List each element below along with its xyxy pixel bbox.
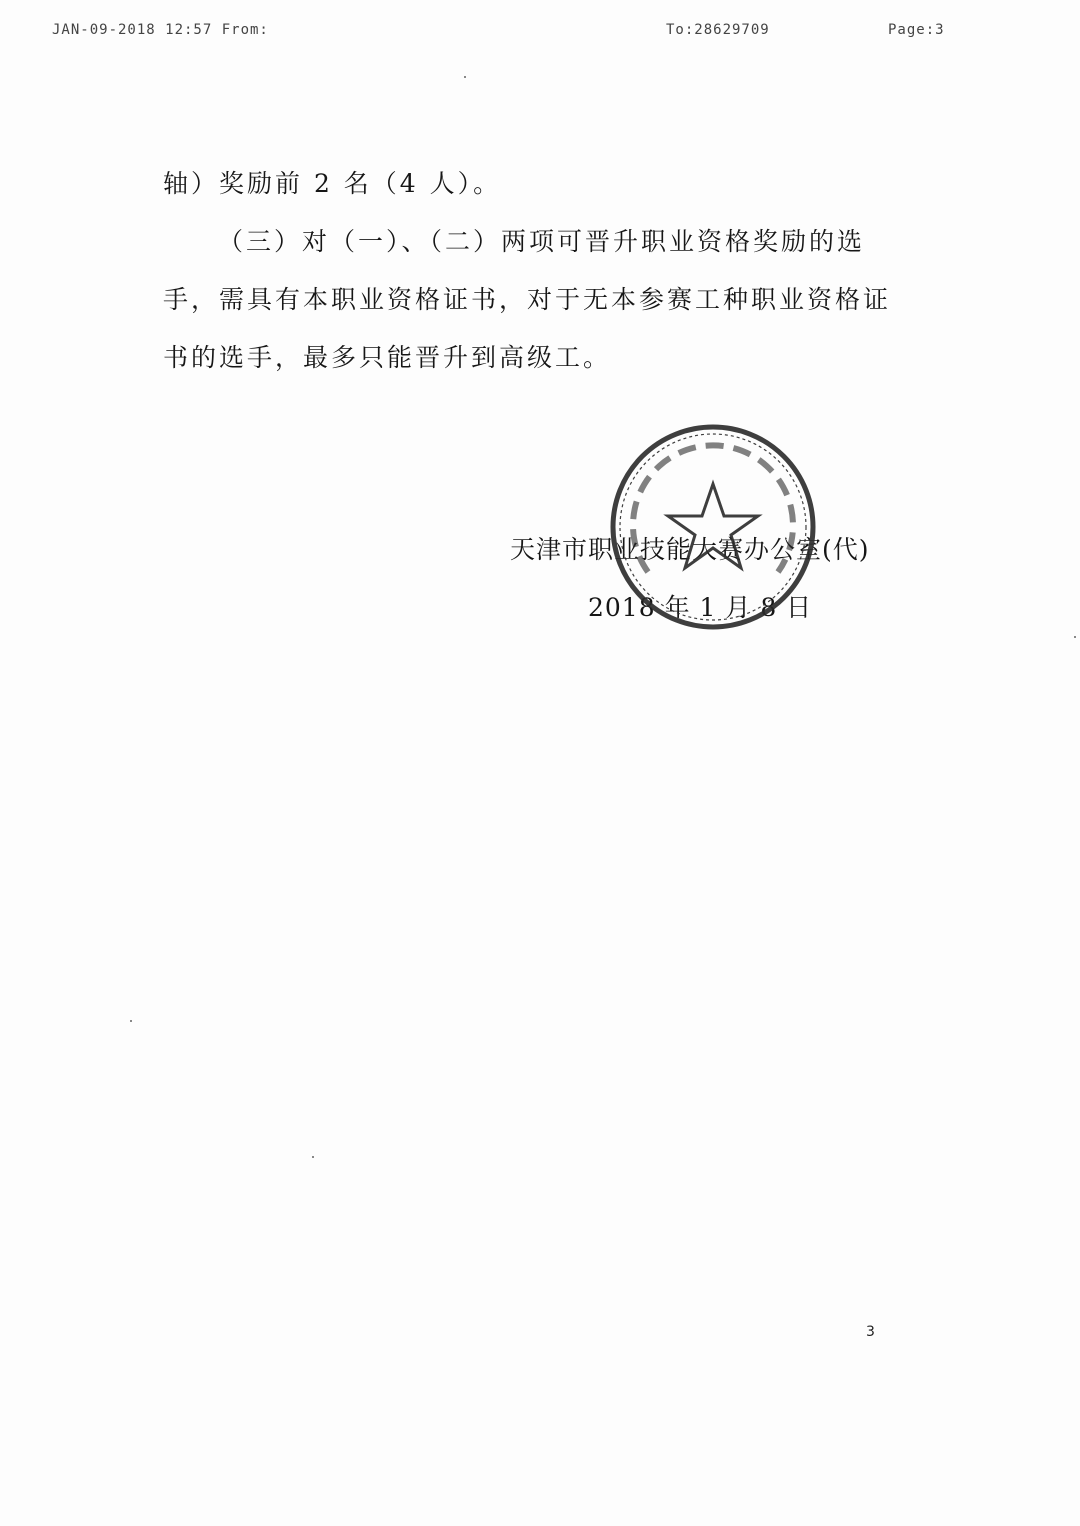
scan-speck (1074, 636, 1076, 638)
fax-date-from: JAN-09-2018 12:57 From: (52, 22, 269, 38)
scan-speck (312, 1156, 314, 1158)
fax-header (0, 22, 1080, 44)
scan-speck (464, 76, 466, 78)
page-number: 3 (866, 1324, 875, 1340)
official-seal-icon (608, 422, 818, 632)
fax-to: To:28629709 (666, 22, 770, 38)
scan-speck (130, 1020, 132, 1022)
fax-page-label: Page:3 (888, 22, 945, 38)
paragraph-item-three: （三）对（一）、（二）两项可晋升职业资格奖励的选手，需具有本职业资格证书，对于无本参赛工种职业资格证书的选手，最多只能晋升到高级工。 (163, 227, 892, 372)
issuing-organization: 天津市职业技能大赛办公室(代) (510, 535, 870, 564)
paragraph-continuation: 轴）奖励前 2 名（4 人）。 (163, 169, 502, 198)
issue-date: 2018 年 1 月 8 日 (588, 593, 813, 622)
document-body (163, 155, 903, 387)
